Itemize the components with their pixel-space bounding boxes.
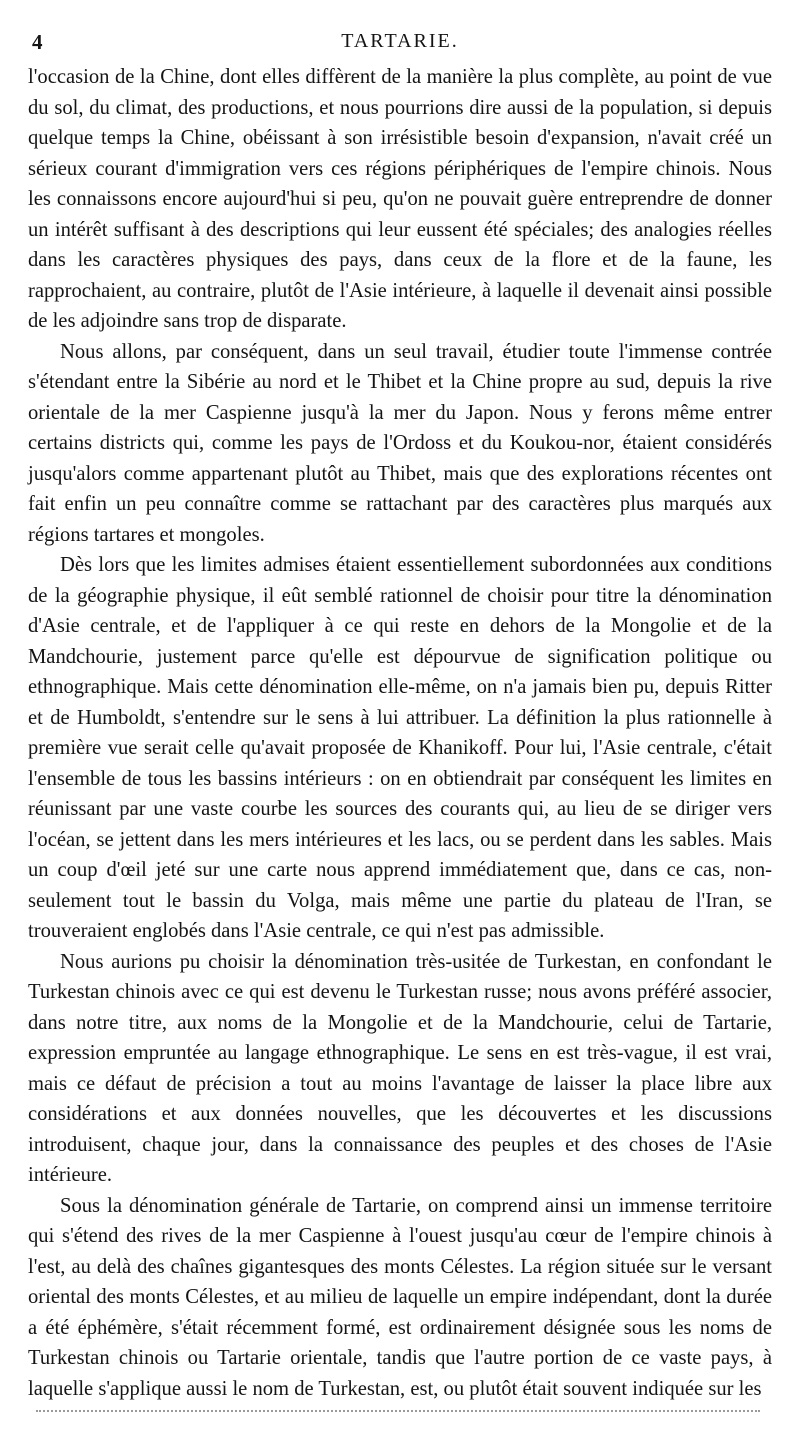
paragraph-continuation: l'occasion de la Chine, dont elles diffèrent de la manière la plus complète, au point de vue du sol, du climat, des productions, et nous pourrions dire aussi de la population, si depuis quelque temps la Chine, obéissant à son irrésistible besoin d'expansion, n'avait créé un sérieux courant d'immigration vers ces régions périphériques de l'empire chinois. Nous les connaissons encore aujourd'hui si peu, qu'on ne pouvait guère entreprendre de donner un intérêt suffisant à des descriptions qui leur eussent été spéciales; des analogies réelles dans les caractères physiques des pays, dans ceux de la flore et de la faune, les rapprochaient, au contraire, plutôt de l'Asie intérieure, à laquelle il devenait ainsi possible de les adjoindre sans trop de disparate. (28, 66, 772, 332)
body-text (28, 62, 772, 1404)
paragraph: Sous la dénomination générale de Tartarie, on comprend ainsi un immense territoire qui s'étend des rives de la mer Caspienne à l'ouest jusqu'au cœur de l'empire chinois à l'est, au delà des chaînes gigantesques des monts Célestes. La région située sur le versant oriental des monts Célestes, et au milieu de laquelle un empire indépendant, dont la durée a été éphémère, s'était récemment formé, est ordinairement désignée sous les noms de Turkestan chinois ou Tartarie orientale, tandis que l'autre portion de ce vaste pays, à laquelle s'applique aussi le nom de Turkestan, est, ou plutôt était souvent indiquée sur les (28, 1194, 772, 1400)
running-title: TARTARIE. (341, 30, 459, 52)
paragraph: Nous allons, par conséquent, dans un seul travail, étudier toute l'immense contrée s'étendant entre la Sibérie au nord et le Thibet et la Chine propre au sud, depuis la rive orientale de la mer Caspienne jusqu'à la mer du Japon. Nous y ferons même entrer certains districts qui, comme les pays de l'Ordoss et du Koukou-nor, étaient considérés jusqu'alors comme appartenant plutôt au Thibet, mais que des explorations récentes ont fait enfin un peu connaître comme se rattachant par des caractères plus marqués aux régions tartares et mongoles. (28, 340, 772, 546)
bleed-through-line (36, 1410, 760, 1412)
paragraph: Dès lors que les limites admises étaient essentiellement subordonnées aux conditions de la géographie physique, il eût semblé rationnel de choisir pour titre la dénomination d'Asie centrale, et de l'appliquer à ce qui reste en dehors de la Mongolie et de la Mandchourie, justement parce qu'elle est dépourvue de signification politique ou ethnographique. Mais cette dénomination elle-même, on n'a jamais bien pu, depuis Ritter et de Humboldt, s'entendre sur le sens à lui attribuer. La définition la plus rationnelle à première vue serait celle qu'avait proposée de Khanikoff. Pour lui, l'Asie centrale, c'était l'ensemble de tous les bassins intérieurs : on en obtiendrait par conséquent les limites en réunissant par une vaste courbe les sources des courants qui, au lieu de se diriger vers l'océan, se jettent dans les mers intérieures et les lacs, ou se perdent dans les sables. Mais un coup d'œil jeté sur une carte nous apprend immédiatement que, dans ce cas, non-seulement tout le bassin du Volga, mais même une partie du plateau de l'Iran, se trouveraient englobés dans l'Asie centrale, ce qui n'est pas admissible. (28, 554, 772, 942)
page-number: 4 (32, 30, 43, 54)
page-header (28, 26, 772, 62)
book-page (28, 26, 772, 1404)
paragraph: Nous aurions pu choisir la dénomination très-usitée de Turkestan, en confondant le Turkestan chinois avec ce qui est devenu le Turkestan russe; nous avons préféré associer, dans notre titre, aux noms de la Mongolie et de la Mandchourie, celui de Tartarie, expression empruntée au langage ethnographique. Le sens en est très-vague, il est vrai, mais ce défaut de précision a tout au moins l'avantage de laisser la place libre aux considérations et aux données nouvelles, que les découvertes et les discussions introduisent, chaque jour, dans la connaissance des peuples et des choses de l'Asie intérieure. (28, 950, 772, 1186)
